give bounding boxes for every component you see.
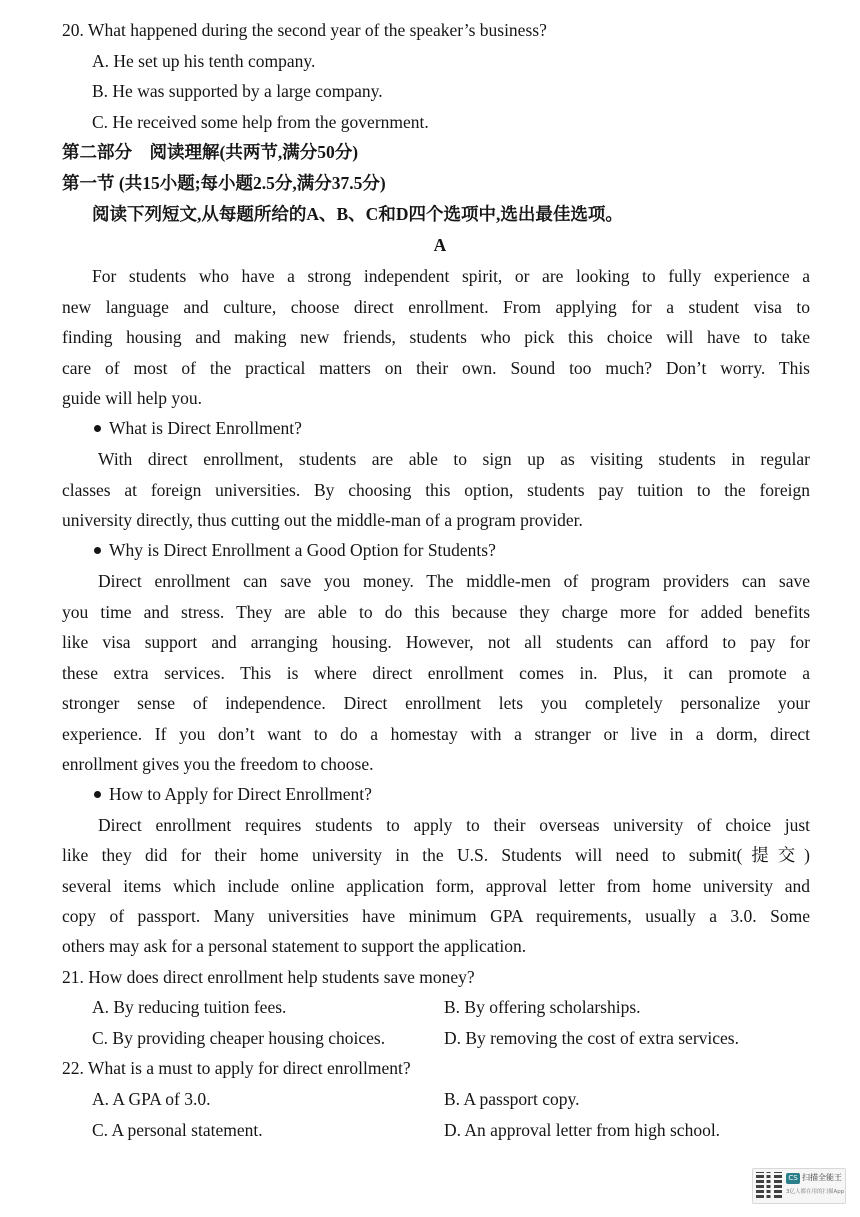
watermark-subtitle: 3亿人都在用的扫描App — [786, 1189, 845, 1195]
para3-line-2: like they did for their home university in the U.S. Students will need to submit(提交) — [62, 845, 810, 865]
bullet-icon — [94, 791, 101, 798]
para2-line-7: enrollment gives you the freedom to choose. — [62, 754, 374, 774]
q22-stem: 22. What is a must to apply for direct enrollment? — [62, 1058, 411, 1078]
heading-what-is-text: What is Direct Enrollment? — [109, 418, 302, 438]
para3-line-4: copy of passport. Many universities have minimum GPA requirements, usually a 3.0. Some — [62, 906, 810, 926]
intro-line-3: finding housing and making new friends, students who pick this choice will have to take — [62, 327, 810, 347]
intro-line-4: care of most of the practical matters on their own. Sound too much? Don’t worry. This — [62, 358, 810, 378]
q21-option-c: C. By providing cheaper housing choices. — [92, 1028, 386, 1048]
camscanner-logo: CS — [786, 1173, 800, 1184]
intro-line-1: For students who have a strong independent spirit, or are looking to fully experience a — [92, 266, 810, 286]
intro-line-5: guide will help you. — [62, 388, 202, 408]
q21-option-a: A. By reducing tuition fees. — [92, 997, 287, 1017]
q20-option-b: B. He was supported by a large company. — [92, 81, 383, 101]
q22-options-row-2 — [92, 1119, 810, 1141]
part-title: 第二部分 阅读理解(共两节,满分50分) — [62, 142, 359, 162]
instructions: 阅读下列短文,从每题所给的A、B、C和D四个选项中,选出最佳选项。 — [92, 204, 623, 224]
q21-options-row-2 — [92, 1027, 810, 1049]
q22-option-b: B. A passport copy. — [444, 1089, 580, 1109]
q21-options-row-1 — [92, 996, 810, 1018]
para2-line-1: Direct enrollment can save you money. The middle-men of program providers can save — [98, 571, 810, 591]
para2-line-4: these extra services. This is where direct enrollment comes in. Plus, it can promote a — [62, 663, 810, 683]
para1-line-1: With direct enrollment, students are able to sign up as visiting students in regular — [98, 449, 810, 469]
heading-why — [92, 539, 810, 561]
q22-option-c: C. A personal statement. — [92, 1120, 263, 1140]
q22-option-d: D. An approval letter from high school. — [444, 1120, 721, 1140]
para2-line-2: you time and stress. They are able to do this because they charge more for added benefits — [62, 602, 810, 622]
q21-stem: 21. How does direct enrollment help students save money? — [62, 967, 475, 987]
para3-line-5: others may ask for a personal statement to support the application. — [62, 936, 527, 956]
q21-option-b: B. By offering scholarships. — [444, 997, 641, 1017]
para2-line-6: experience. If you don’t want to do a homestay with a stranger or live in a dorm, direct — [62, 724, 810, 744]
q20-stem: 20. What happened during the second year of the speaker’s business? — [62, 20, 547, 40]
intro-line-2: new language and culture, choose direct enrollment. From applying for a student visa to — [62, 297, 810, 317]
qr-code-icon — [756, 1172, 782, 1198]
para1-line-2: classes at foreign universities. By choosing this option, students pay tuition to the foreign — [62, 480, 810, 500]
passage-letter: A — [433, 235, 447, 255]
heading-why-text: Why is Direct Enrollment a Good Option for Students? — [109, 540, 496, 560]
para3-line-1: Direct enrollment requires students to apply to their overseas university of choice just — [98, 815, 810, 835]
scanner-watermark — [752, 1168, 846, 1204]
bullet-icon — [94, 425, 101, 432]
watermark-name: 扫描全能王 — [802, 1173, 842, 1182]
q22-option-a: A. A GPA of 3.0. — [92, 1089, 211, 1109]
heading-how — [92, 783, 810, 805]
para3-line-3: several items which include online application form, approval letter from home university and — [62, 876, 810, 896]
q20-option-a: A. He set up his tenth company. — [92, 51, 316, 71]
heading-how-text: How to Apply for Direct Enrollment? — [109, 784, 372, 804]
q22-options-row-1 — [92, 1088, 810, 1110]
heading-what-is — [92, 417, 810, 439]
q21-option-d: D. By removing the cost of extra services. — [444, 1028, 739, 1048]
bullet-icon — [94, 547, 101, 554]
para2-line-3: like visa support and arranging housing. However, not all students can afford to pay for — [62, 632, 810, 652]
para1-line-3: university directly, thus cutting out the middle-man of a program provider. — [62, 510, 583, 530]
subsection-title: 第一节 (共15小题;每小题2.5分,满分37.5分) — [62, 173, 386, 193]
q20-option-c: C. He received some help from the government. — [92, 112, 429, 132]
para2-line-5: stronger sense of independence. Direct enrollment lets you completely personalize your — [62, 693, 810, 713]
